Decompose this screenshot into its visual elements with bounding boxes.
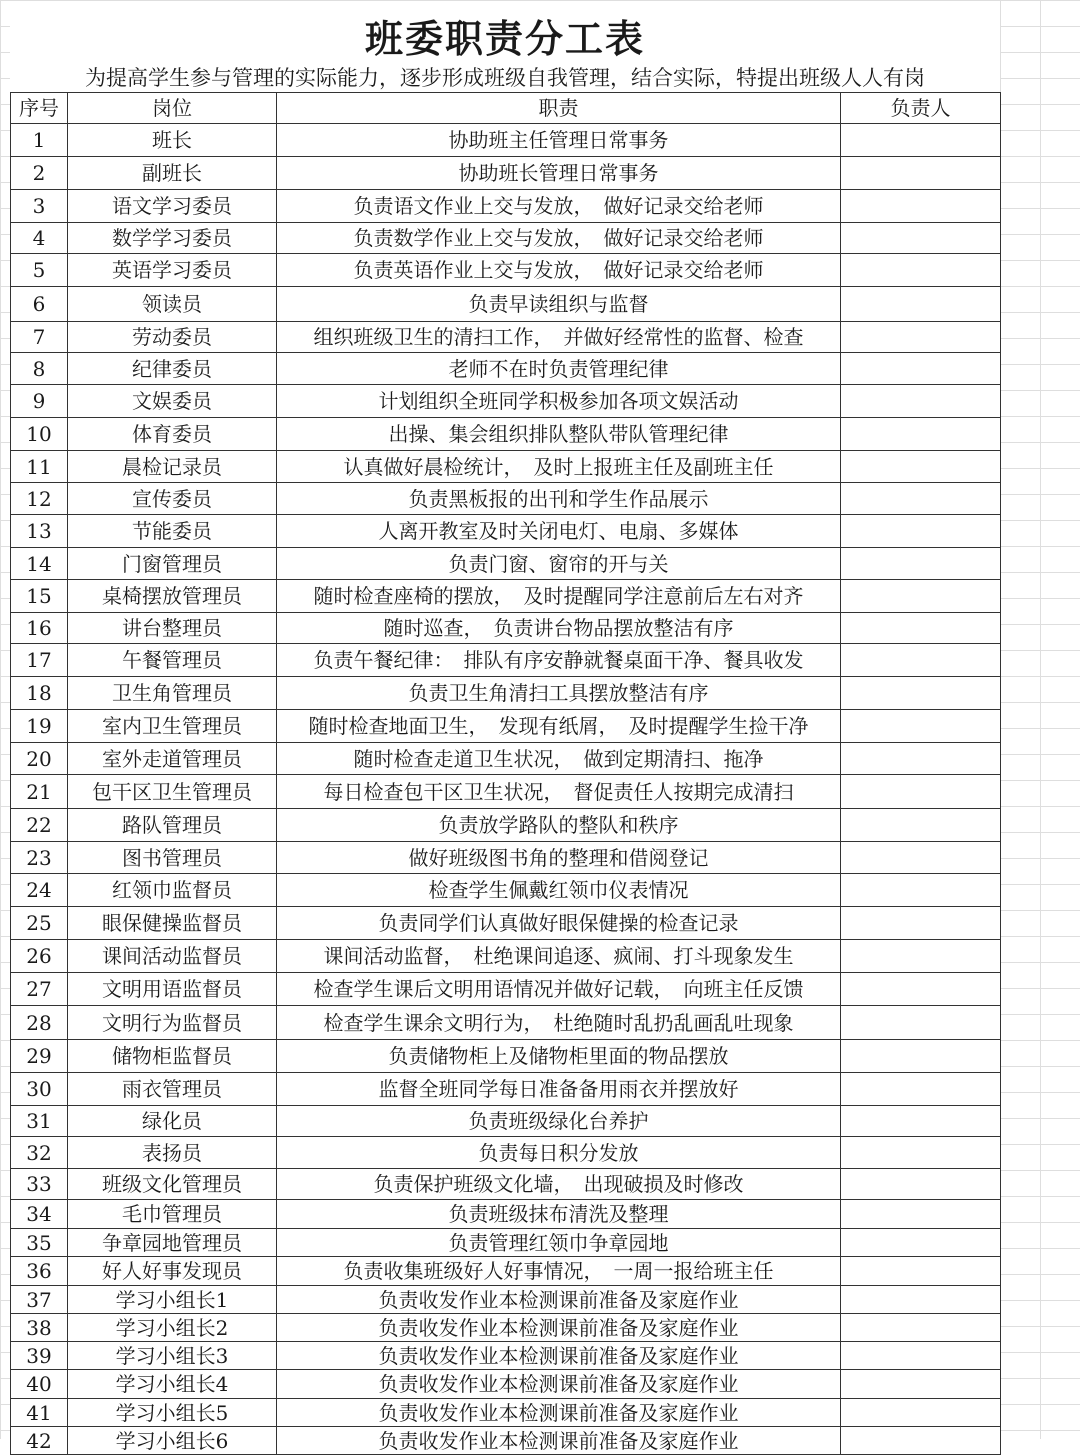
cell-no[interactable]: 2	[11, 157, 68, 190]
cell-owner[interactable]	[841, 940, 1001, 973]
cell-position[interactable]: 纪律委员	[68, 353, 277, 385]
cell-owner[interactable]	[841, 1106, 1001, 1137]
table-row	[11, 1342, 1001, 1370]
cell-no[interactable]: 41	[11, 1399, 68, 1427]
table-row	[11, 1073, 1001, 1106]
cell-owner[interactable]	[841, 451, 1001, 483]
cell-position[interactable]: 红领巾监督员	[68, 874, 277, 907]
header-no[interactable]: 序号	[11, 93, 68, 124]
table-row	[11, 548, 1001, 580]
cell-no[interactable]: 8	[11, 353, 68, 385]
table-row	[11, 353, 1001, 385]
cell-duty[interactable]: 负责卫生角清扫工具摆放整洁有序	[277, 677, 841, 710]
cell-owner[interactable]	[841, 254, 1001, 287]
cell-position[interactable]: 数学学习委员	[68, 223, 277, 254]
cell-no[interactable]: 29	[11, 1040, 68, 1073]
cell-no[interactable]: 22	[11, 809, 68, 842]
table-row	[11, 842, 1001, 874]
cell-no[interactable]: 6	[11, 287, 68, 322]
cell-owner[interactable]	[841, 677, 1001, 710]
cell-duty[interactable]: 监督全班同学每日准备备用雨衣并摆放好	[277, 1073, 841, 1106]
cell-duty[interactable]: 随时检查座椅的摆放， 及时提醒同学注意前后左右对齐	[277, 580, 841, 613]
cell-owner[interactable]	[841, 1137, 1001, 1169]
cell-owner[interactable]	[841, 190, 1001, 223]
cell-duty[interactable]: 每日检查包干区卫生状况， 督促责任人按期完成清扫	[277, 775, 841, 809]
cell-owner[interactable]	[841, 1370, 1001, 1399]
cell-owner[interactable]	[841, 322, 1001, 353]
cell-position[interactable]: 学习小组长6	[68, 1427, 277, 1455]
cell-duty[interactable]: 负责管理红领巾争章园地	[277, 1229, 841, 1257]
cell-no[interactable]: 42	[11, 1427, 68, 1455]
cell-duty[interactable]: 老师不在时负责管理纪律	[277, 353, 841, 385]
cell-duty[interactable]: 负责保护班级文化墙， 出现破损及时修改	[277, 1169, 841, 1200]
cell-duty[interactable]: 负责英语作业上交与发放， 做好记录交给老师	[277, 254, 841, 287]
cell-owner[interactable]	[841, 644, 1001, 677]
table-row	[11, 451, 1001, 483]
cell-no[interactable]: 36	[11, 1257, 68, 1286]
column-gridline	[1040, 0, 1041, 1439]
table-row	[11, 1006, 1001, 1040]
cell-owner[interactable]	[841, 1427, 1001, 1455]
cell-position[interactable]: 学习小组长2	[68, 1314, 277, 1342]
cell-position[interactable]: 学习小组长5	[68, 1399, 277, 1427]
table-row	[11, 1169, 1001, 1200]
table-row	[11, 1106, 1001, 1137]
cell-position[interactable]: 学习小组长4	[68, 1370, 277, 1399]
table-row	[11, 1137, 1001, 1169]
cell-duty[interactable]: 负责收发作业本检测课前准备及家庭作业	[277, 1399, 841, 1427]
cell-no[interactable]: 35	[11, 1229, 68, 1257]
table-row	[11, 940, 1001, 973]
cell-position[interactable]: 英语学习委员	[68, 254, 277, 287]
cell-position[interactable]: 门窗管理员	[68, 548, 277, 580]
header-duty[interactable]: 职责	[277, 93, 841, 124]
cell-owner[interactable]	[841, 124, 1001, 157]
cell-no[interactable]: 40	[11, 1370, 68, 1399]
table-row	[11, 775, 1001, 809]
cell-owner[interactable]	[841, 973, 1001, 1006]
cell-owner[interactable]	[841, 907, 1001, 940]
cell-duty[interactable]: 负责收发作业本检测课前准备及家庭作业	[277, 1342, 841, 1370]
table-row	[11, 223, 1001, 254]
cell-no[interactable]: 31	[11, 1106, 68, 1137]
table-row	[11, 874, 1001, 907]
table-row	[11, 157, 1001, 190]
cell-no[interactable]: 13	[11, 515, 68, 548]
cell-position[interactable]: 绿化员	[68, 1106, 277, 1137]
cell-owner[interactable]	[841, 613, 1001, 644]
cell-owner[interactable]	[841, 1314, 1001, 1342]
cell-owner[interactable]	[841, 1200, 1001, 1229]
table-row	[11, 254, 1001, 287]
table-row	[11, 1286, 1001, 1314]
cell-owner[interactable]	[841, 743, 1001, 775]
table-row	[11, 973, 1001, 1006]
cell-owner[interactable]	[841, 548, 1001, 580]
table-row	[11, 809, 1001, 842]
cell-position[interactable]: 路队管理员	[68, 809, 277, 842]
cell-no[interactable]: 30	[11, 1073, 68, 1106]
cell-no[interactable]: 21	[11, 775, 68, 809]
cell-position[interactable]: 学习小组长3	[68, 1342, 277, 1370]
cell-owner[interactable]	[841, 1399, 1001, 1427]
page-title: 班委职责分工表	[10, 8, 1000, 62]
header-owner[interactable]: 负责人	[841, 93, 1001, 124]
cell-duty[interactable]: 协助班主任管理日常事务	[277, 124, 841, 157]
cell-no[interactable]: 20	[11, 743, 68, 775]
cell-no[interactable]: 39	[11, 1342, 68, 1370]
cell-no[interactable]: 10	[11, 418, 68, 451]
cell-no[interactable]: 12	[11, 483, 68, 515]
duty-table	[10, 92, 1001, 1455]
cell-duty[interactable]: 负责收发作业本检测课前准备及家庭作业	[277, 1314, 841, 1342]
cell-owner[interactable]	[841, 385, 1001, 418]
cell-no[interactable]: 34	[11, 1200, 68, 1229]
cell-no[interactable]: 18	[11, 677, 68, 710]
table-row	[11, 1229, 1001, 1257]
table-row	[11, 580, 1001, 613]
cell-position[interactable]: 文娱委员	[68, 385, 277, 418]
cell-position[interactable]: 节能委员	[68, 515, 277, 548]
cell-owner[interactable]	[841, 1257, 1001, 1286]
cell-duty[interactable]: 认真做好晨检统计， 及时上报班主任及副班主任	[277, 451, 841, 483]
cell-position[interactable]: 学习小组长1	[68, 1286, 277, 1314]
table-row	[11, 710, 1001, 743]
cell-owner[interactable]	[841, 1073, 1001, 1106]
cell-duty[interactable]: 计划组织全班同学积极参加各项文娱活动	[277, 385, 841, 418]
cell-owner[interactable]	[841, 1169, 1001, 1200]
cell-position[interactable]: 宣传委员	[68, 483, 277, 515]
cell-no[interactable]: 14	[11, 548, 68, 580]
cell-position[interactable]: 卫生角管理员	[68, 677, 277, 710]
cell-no[interactable]: 25	[11, 907, 68, 940]
cell-owner[interactable]	[841, 483, 1001, 515]
cell-position[interactable]: 晨检记录员	[68, 451, 277, 483]
cell-owner[interactable]	[841, 287, 1001, 322]
table-row	[11, 385, 1001, 418]
cell-duty[interactable]: 负责收发作业本检测课前准备及家庭作业	[277, 1286, 841, 1314]
cell-position[interactable]: 争章园地管理员	[68, 1229, 277, 1257]
cell-owner[interactable]	[841, 775, 1001, 809]
cell-owner[interactable]	[841, 710, 1001, 743]
cell-no[interactable]: 3	[11, 190, 68, 223]
cell-duty[interactable]: 负责储物柜上及储物柜里面的物品摆放	[277, 1040, 841, 1073]
cell-duty[interactable]: 负责语文作业上交与发放， 做好记录交给老师	[277, 190, 841, 223]
table-row	[11, 124, 1001, 157]
table-row	[11, 1200, 1001, 1229]
cell-owner[interactable]	[841, 1006, 1001, 1040]
table-row	[11, 1370, 1001, 1399]
cell-owner[interactable]	[841, 809, 1001, 842]
cell-no[interactable]: 4	[11, 223, 68, 254]
cell-duty[interactable]: 组织班级卫生的清扫工作， 并做好经常性的监督、检查	[277, 322, 841, 353]
table-row	[11, 743, 1001, 775]
cell-position[interactable]: 雨衣管理员	[68, 1073, 277, 1106]
table-row	[11, 190, 1001, 223]
table-header-row	[11, 93, 1001, 124]
cell-duty[interactable]: 协助班长管理日常事务	[277, 157, 841, 190]
cell-no[interactable]: 16	[11, 613, 68, 644]
cell-position[interactable]: 领读员	[68, 287, 277, 322]
table-row	[11, 322, 1001, 353]
cell-duty[interactable]: 检查学生课后文明用语情况并做好记载， 向班主任反馈	[277, 973, 841, 1006]
cell-position[interactable]: 班级文化管理员	[68, 1169, 277, 1200]
cell-no[interactable]: 7	[11, 322, 68, 353]
cell-owner[interactable]	[841, 223, 1001, 254]
cell-position[interactable]: 桌椅摆放管理员	[68, 580, 277, 613]
cell-position[interactable]: 语文学习委员	[68, 190, 277, 223]
cell-no[interactable]: 15	[11, 580, 68, 613]
cell-position[interactable]: 储物柜监督员	[68, 1040, 277, 1073]
cell-position[interactable]: 室外走道管理员	[68, 743, 277, 775]
cell-position[interactable]: 文明用语监督员	[68, 973, 277, 1006]
cell-duty[interactable]: 负责黑板报的出刊和学生作品展示	[277, 483, 841, 515]
cell-no[interactable]: 28	[11, 1006, 68, 1040]
cell-owner[interactable]	[841, 842, 1001, 874]
cell-duty[interactable]: 人离开教室及时关闭电灯、电扇、多媒体	[277, 515, 841, 548]
table-row	[11, 907, 1001, 940]
cell-duty[interactable]: 出操、集会组织排队整队带队管理纪律	[277, 418, 841, 451]
header-position[interactable]: 岗位	[68, 93, 277, 124]
cell-position[interactable]: 表扬员	[68, 1137, 277, 1169]
cell-duty[interactable]: 负责早读组织与监督	[277, 287, 841, 322]
cell-position[interactable]: 眼保健操监督员	[68, 907, 277, 940]
cell-duty[interactable]: 检查学生佩戴红领巾仪表情况	[277, 874, 841, 907]
cell-duty[interactable]: 负责放学路队的整队和秩序	[277, 809, 841, 842]
cell-duty[interactable]: 负责午餐纪律： 排队有序安静就餐桌面干净、餐具收发	[277, 644, 841, 677]
cell-no[interactable]: 17	[11, 644, 68, 677]
cell-no[interactable]: 24	[11, 874, 68, 907]
table-row	[11, 644, 1001, 677]
cell-no[interactable]: 9	[11, 385, 68, 418]
table-row	[11, 1427, 1001, 1455]
cell-duty[interactable]: 做好班级图书角的整理和借阅登记	[277, 842, 841, 874]
table-row	[11, 1257, 1001, 1286]
cell-owner[interactable]	[841, 874, 1001, 907]
cell-owner[interactable]	[841, 1040, 1001, 1073]
cell-position[interactable]: 包干区卫生管理员	[68, 775, 277, 809]
cell-position[interactable]: 班长	[68, 124, 277, 157]
cell-duty[interactable]: 检查学生课余文明行为， 杜绝随时乱扔乱画乱吐现象	[277, 1006, 841, 1040]
cell-no[interactable]: 23	[11, 842, 68, 874]
cell-position[interactable]: 文明行为监督员	[68, 1006, 277, 1040]
cell-no[interactable]: 37	[11, 1286, 68, 1314]
cell-owner[interactable]	[841, 418, 1001, 451]
cell-no[interactable]: 27	[11, 973, 68, 1006]
cell-position[interactable]: 课间活动监督员	[68, 940, 277, 973]
cell-owner[interactable]	[841, 1342, 1001, 1370]
cell-duty[interactable]: 随时巡查， 负责讲台物品摆放整洁有序	[277, 613, 841, 644]
cell-owner[interactable]	[841, 580, 1001, 613]
table-row	[11, 1040, 1001, 1073]
table-row	[11, 515, 1001, 548]
cell-no[interactable]: 1	[11, 124, 68, 157]
cell-duty[interactable]: 负责班级绿化台养护	[277, 1106, 841, 1137]
cell-duty[interactable]: 随时检查走道卫生状况， 做到定期清扫、拖净	[277, 743, 841, 775]
cell-duty[interactable]: 负责数学作业上交与发放， 做好记录交给老师	[277, 223, 841, 254]
cell-duty[interactable]: 负责收集班级好人好事情况， 一周一报给班主任	[277, 1257, 841, 1286]
cell-position[interactable]: 午餐管理员	[68, 644, 277, 677]
table-row	[11, 613, 1001, 644]
cell-owner[interactable]	[841, 1229, 1001, 1257]
cell-duty[interactable]: 负责门窗、窗帘的开与关	[277, 548, 841, 580]
cell-duty[interactable]: 负责班级抹布清洗及整理	[277, 1200, 841, 1229]
cell-no[interactable]: 5	[11, 254, 68, 287]
cell-duty[interactable]: 课间活动监督， 杜绝课间追逐、疯闹、打斗现象发生	[277, 940, 841, 973]
table-row	[11, 677, 1001, 710]
cell-no[interactable]: 32	[11, 1137, 68, 1169]
cell-duty[interactable]: 负责收发作业本检测课前准备及家庭作业	[277, 1427, 841, 1455]
cell-position[interactable]: 图书管理员	[68, 842, 277, 874]
table-row	[11, 418, 1001, 451]
cell-position[interactable]: 副班长	[68, 157, 277, 190]
cell-owner[interactable]	[841, 157, 1001, 190]
cell-owner[interactable]	[841, 353, 1001, 385]
cell-no[interactable]: 26	[11, 940, 68, 973]
cell-position[interactable]: 毛巾管理员	[68, 1200, 277, 1229]
cell-no[interactable]: 33	[11, 1169, 68, 1200]
cell-position[interactable]: 体育委员	[68, 418, 277, 451]
cell-no[interactable]: 38	[11, 1314, 68, 1342]
cell-duty[interactable]: 负责同学们认真做好眼保健操的检查记录	[277, 907, 841, 940]
cell-owner[interactable]	[841, 1286, 1001, 1314]
cell-position[interactable]: 劳动委员	[68, 322, 277, 353]
cell-duty[interactable]: 负责每日积分发放	[277, 1137, 841, 1169]
cell-position[interactable]: 好人好事发现员	[68, 1257, 277, 1286]
table-row	[11, 1399, 1001, 1427]
cell-no[interactable]: 11	[11, 451, 68, 483]
cell-duty[interactable]: 负责收发作业本检测课前准备及家庭作业	[277, 1370, 841, 1399]
page-subtitle: 为提高学生参与管理的实际能力，逐步形成班级自我管理，结合实际，特提出班级人人有岗	[10, 62, 1000, 92]
table-row	[11, 1314, 1001, 1342]
table-row	[11, 287, 1001, 322]
cell-owner[interactable]	[841, 515, 1001, 548]
cell-position[interactable]: 讲台整理员	[68, 613, 277, 644]
cell-duty[interactable]: 随时检查地面卫生， 发现有纸屑， 及时提醒学生捡干净	[277, 710, 841, 743]
table-row	[11, 483, 1001, 515]
cell-position[interactable]: 室内卫生管理员	[68, 710, 277, 743]
cell-no[interactable]: 19	[11, 710, 68, 743]
